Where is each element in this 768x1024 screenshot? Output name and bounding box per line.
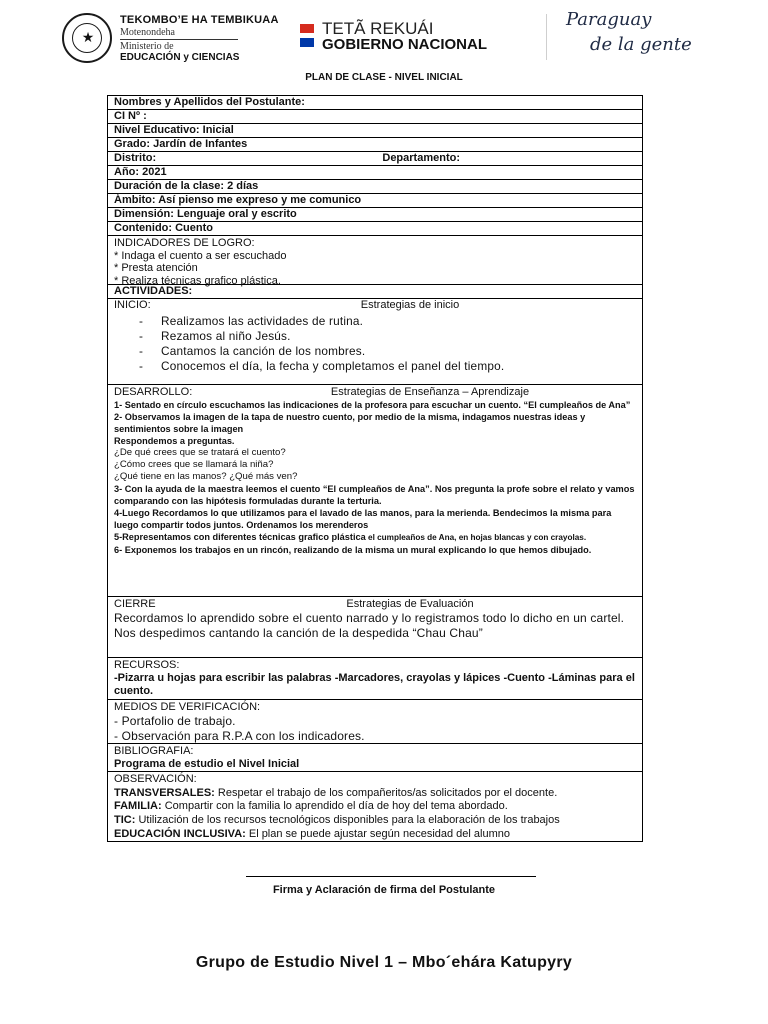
desarrollo-step: Respondemos a preguntas. — [114, 436, 235, 446]
ministry-subtitle-guarani: Motenondeha — [120, 27, 175, 38]
field-departamento: Departamento: — [382, 152, 460, 164]
desarrollo-step: 2- Observamos la imagen de la tapa de nuestro cuento, por medio de la misma, indagamos nuestras ideas y sentimientos sobre la imagen — [114, 412, 586, 434]
field-dimension: Dimensión: Lenguaje oral y escrito — [108, 208, 642, 222]
cierre-text: Recordamos lo aprendido sobre el cuento narrado y lo registramos todo lo dicho en un cartel. — [114, 611, 625, 625]
inicio-strategy: Estrategias de inicio — [360, 299, 460, 311]
indicadores-section: INDICADORES DE LOGRO: * Indaga el cuento a ser escuchado * Presta atención * Realiza técnicas grafico plástica. — [108, 236, 642, 285]
inicio-section — [108, 299, 642, 385]
field-grado: Grado: Jardín de Infantes — [108, 138, 642, 152]
list-item: - Observación para R.P.A con los indicadores. — [114, 729, 365, 743]
obs-tic: TIC: Utilización de los recursos tecnológicos disponibles para la elaboración de los trabajos — [114, 814, 560, 827]
cierre-section — [108, 597, 642, 658]
ministry-prefix: Ministerio de — [120, 41, 174, 52]
signature-label: Firma y Aclaración de firma del Postulante — [272, 884, 496, 896]
inicio-list — [114, 314, 636, 374]
page-title: PLAN DE CLASE - NIVEL INICIAL — [305, 72, 463, 83]
flag-red-bar-icon — [300, 24, 314, 33]
bibliografia-label: BIBLIOGRAFIA: — [114, 745, 194, 757]
field-ambito: Ámbito: Así pienso me expreso y me comunico — [108, 194, 642, 208]
slogan-logo — [566, 10, 696, 62]
bibliografia-section — [108, 744, 642, 772]
ministry-name-guarani: TEKOMBO’E HA TEMBIKUAA — [120, 14, 279, 26]
signature-line — [246, 876, 536, 877]
desarrollo-question: ¿Cómo crees que se llamará la niña? — [114, 459, 274, 470]
obs-inclusiva: EDUCACIÓN INCLUSIVA: El plan se puede ajustar según necesidad del alumno — [114, 827, 510, 840]
desarrollo-label: DESARROLLO: — [114, 386, 193, 398]
national-seal-icon: ★ — [62, 13, 112, 63]
bibliografia-text: Programa de estudio el Nivel Inicial — [114, 758, 300, 770]
medios-section — [108, 700, 642, 744]
government-name: GOBIERNO NACIONAL — [322, 36, 487, 53]
ministry-name: EDUCACIÓN y CIENCIAS — [120, 52, 240, 63]
indicadores-label: INDICADORES DE LOGRO — [114, 237, 252, 249]
desarrollo-strategy: Estrategias de Enseñanza – Aprendizaje — [330, 386, 530, 398]
actividades-heading: ACTIVIDADES: — [108, 285, 642, 299]
list-item: - Portafolio de trabajo. — [114, 714, 236, 728]
list-item: - Cantamos la canción de los nombres. — [139, 344, 636, 359]
list-item: - Conocemos el día, la fecha y completamos el panel del tiempo. — [139, 359, 636, 374]
indicador-item: * Indaga el cuento a ser escuchado — [114, 249, 287, 262]
indicador-item: * Presta atención — [114, 262, 198, 274]
indicador-item: * Realiza técnicas grafico plástica. — [114, 274, 281, 287]
field-duracion: Duración de la clase: 2 días — [108, 180, 642, 194]
header — [0, 0, 768, 68]
list-item: - Realizamos las actividades de rutina. — [139, 314, 636, 329]
field-ci: CI Nº : — [108, 110, 642, 124]
desarrollo-step: 6- Exponemos los trabajos en un rincón, realizando de la misma un mural explicando lo que hemos dibujado. — [114, 545, 592, 555]
field-nivel: Nivel Educativo: Inicial — [108, 124, 642, 138]
ministry-logo — [120, 14, 280, 64]
lesson-plan-form — [107, 95, 643, 842]
observacion-section — [108, 772, 642, 842]
field-contenido: Contenido: Cuento — [108, 222, 642, 236]
obs-familia: FAMILIA: Compartir con la familia lo aprendido el día de hoy del tema abordado. — [114, 800, 508, 813]
inicio-label: INICIO: — [114, 299, 151, 311]
slogan-line-2: de la gente — [590, 34, 692, 55]
recursos-section — [108, 658, 642, 700]
field-distrito-row — [108, 152, 642, 166]
cierre-label: CIERRE — [114, 598, 156, 610]
cierre-strategy: Estrategias de Evaluación — [346, 598, 474, 610]
obs-transversales: TRANSVERSALES: Respetar el trabajo de los compañeritos/as solicitados por el docente. — [114, 786, 558, 799]
flag-blue-bar-icon — [300, 38, 314, 47]
recursos-label: RECURSOS: — [114, 659, 180, 671]
government-name-guarani: TETÃ REKUÁI — [322, 19, 434, 38]
desarrollo-step-5: 5-Representamos con diferentes técnicas grafico plástica el cumpleaños de Ana, en hojas blancas y con crayolas. — [114, 532, 587, 542]
list-item: - Rezamos al niño Jesús. — [139, 329, 636, 344]
field-anio: Año: 2021 — [108, 166, 642, 180]
desarrollo-step: 1- Sentado en círculo escuchamos las indicaciones de la profesora para escuchar un cuento. “El cumpleaños de Ana” — [114, 400, 631, 410]
observacion-label: OBSERVACIÓN: — [114, 773, 197, 785]
medios-label: MEDIOS DE VERIFICACIÓN: — [114, 701, 261, 713]
desarrollo-question: ¿Qué tiene en las manos? ¿Qué más ven? — [114, 471, 298, 482]
field-distrito: Distrito: — [114, 152, 157, 164]
desarrollo-step: 3- Con la ayuda de la maestra leemos el cuento “El cumpleaños de Ana”. Nos pregunta la profe sobre el relato y vamos comparando con las hipótesis formuladas durante la terturia. — [114, 484, 635, 506]
slogan-line-1: Paraguay — [566, 9, 652, 30]
desarrollo-question: ¿De qué crees que se tratará el cuento? — [114, 447, 286, 458]
desarrollo-step: 4-Luego Recordamos lo que utilizamos para el lavado de las manos, para la merienda. Bendecimos la misma para luego compartir todos juntos. Ordenamos los merenderos — [114, 508, 612, 530]
recursos-text: -Pizarra u hojas para escribir las palabras -Marcadores, crayolas y lápices -Cuento -Láminas para el cuento. — [114, 672, 635, 697]
desarrollo-section — [108, 385, 642, 597]
field-nombres: Nombres y Apellidos del Postulante: — [108, 96, 642, 110]
cierre-text: Nos despedimos cantando la canción de la despedida “Chau Chau” — [114, 626, 483, 640]
footer-title: Grupo de Estudio Nivel 1 – Mbo´ehára Katupyry — [195, 954, 573, 971]
